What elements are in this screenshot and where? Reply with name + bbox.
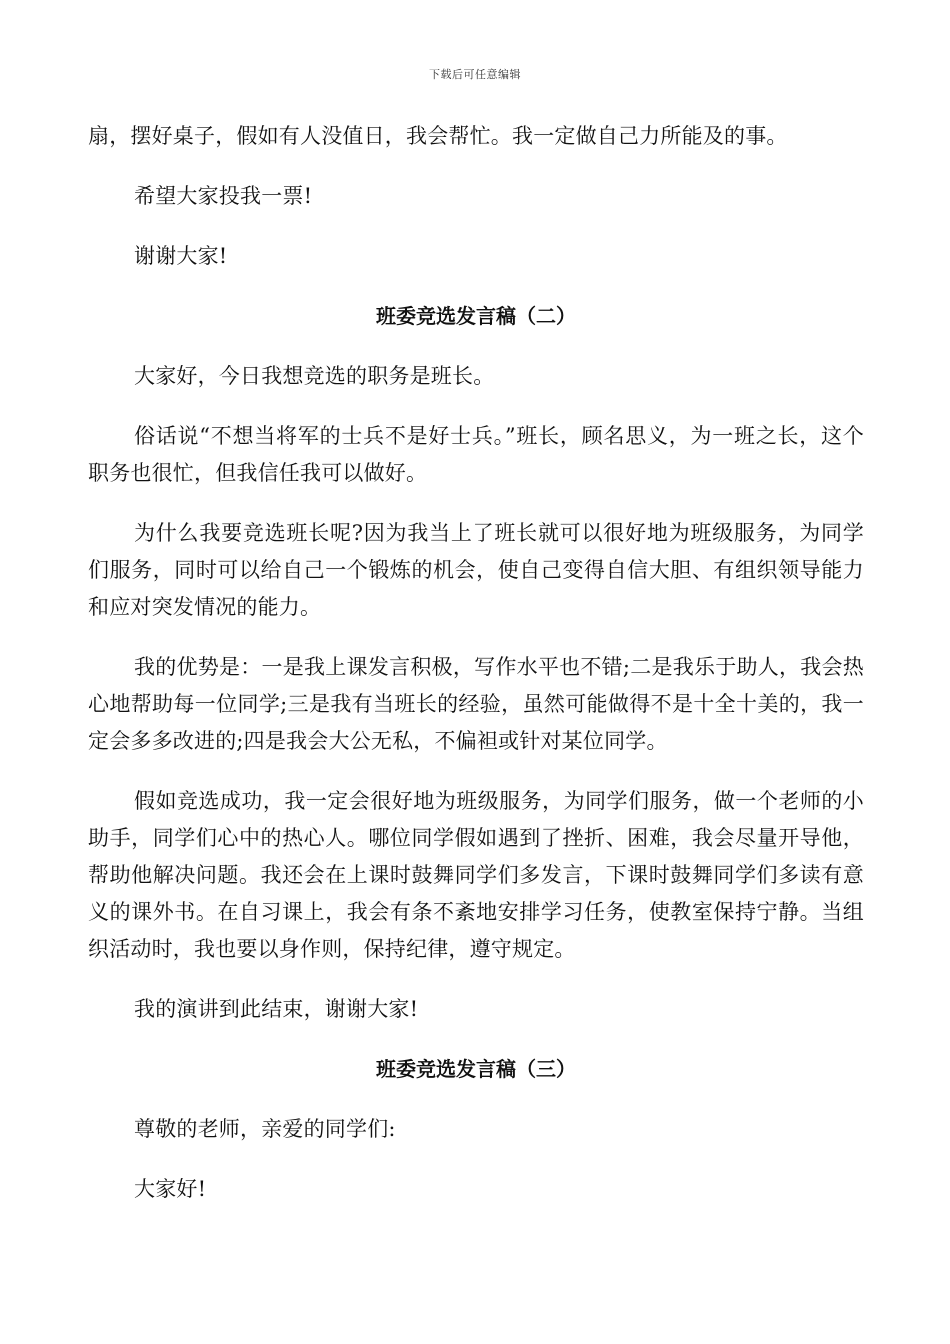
paragraph-advantages: 我的优势是：一是我上课发言积极，写作水平也不错;二是我乐于助人，我会热心地帮助每一位同学;三是我有当班长的经验，虽然可能做得不是十全十美的，我一定会多多改进的;四是我会大公无私，不偏袒或针对某位同学。 <box>88 655 864 753</box>
paragraph-greeting: 大家好，今日我想竞选的职务是班长。 <box>134 364 495 388</box>
paragraph-closing: 我的演讲到此结束，谢谢大家! <box>134 997 419 1021</box>
section-heading-two: 班委竞选发言稿（二） <box>376 304 576 328</box>
paragraph-proverb: 俗话说“不想当将军的士兵不是好士兵。”班长，顾名思义，为一班之长，这个职务也很忙，但我信任我可以做好。 <box>88 424 864 485</box>
paragraph-reason: 为什么我要竞选班长呢?因为我当上了班长就可以很好地为班级服务，为同学们服务，同时可以给自己一个锻炼的机会，使自己变得自信大胆、有组织领导能力和应对突发情况的能力。 <box>88 521 864 619</box>
section-heading-three: 班委竞选发言稿（三） <box>376 1057 576 1081</box>
document-body <box>88 118 864 1231</box>
paragraph-vote-request: 希望大家投我一票! <box>134 184 313 208</box>
page-header: 下载后可任意编辑 <box>429 68 521 81</box>
paragraph-hello: 大家好! <box>134 1177 207 1201</box>
paragraph-thanks: 谢谢大家! <box>134 244 228 268</box>
paragraph-salutation: 尊敬的老师，亲爱的同学们: <box>134 1117 396 1141</box>
paragraph-plans: 假如竞选成功，我一定会很好地为班级服务，为同学们服务，做一个老师的小助手，同学们心中的热心人。哪位同学假如遇到了挫折、困难，我会尽量开导他，帮助他解决问题。我还会在上课时鼓舞同学们多发言，下课时鼓舞同学们多读有意义的课外书。在自习课上，我会有条不紊地安排学习任务，使教室保持宁静。当组织活动时，我也要以身作则，保持纪律，遵守规定。 <box>88 789 864 961</box>
paragraph-continuation: 扇，摆好桌子，假如有人没值日，我会帮忙。我一定做自己力所能及的事。 <box>88 124 788 148</box>
